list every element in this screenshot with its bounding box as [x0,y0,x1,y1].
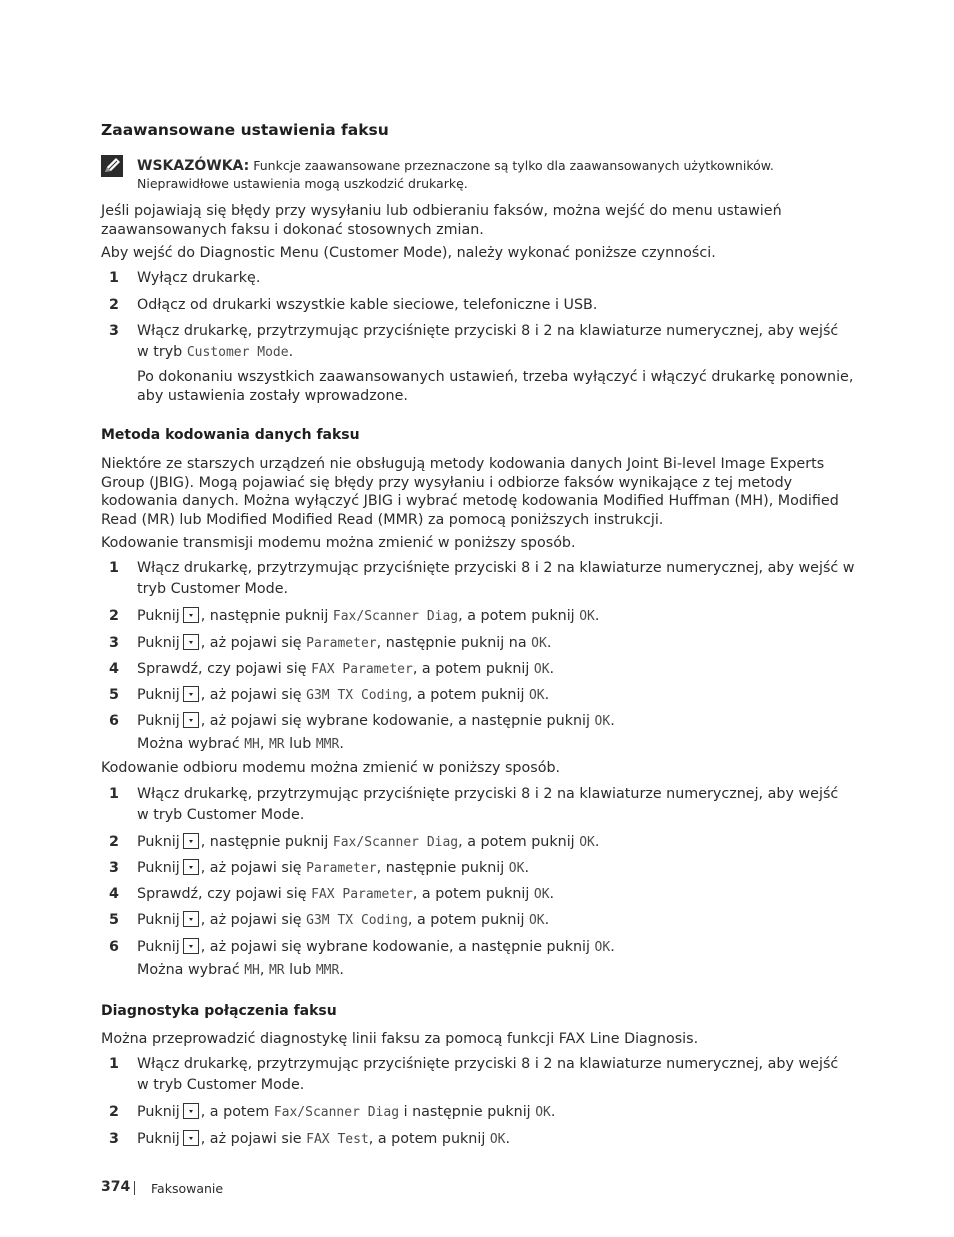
page-number: 374 [101,1179,131,1195]
rx-step-6: Puknij , aż pojawi się wybrane kodowanie, a następnie puknij OK. Można wybrać MH, MR lub MMR. [137,939,615,978]
code-customer-mode: Customer Mode [186,345,289,360]
tx-step-6: Puknij , aż pojawi się wybrane kodowanie, a następnie puknij OK. Można wybrać MH, MR lub MMR. [137,713,615,752]
step-number: 3 [109,860,119,876]
step-number: 6 [109,939,119,955]
step-number: 1 [109,786,119,802]
tx-step-2: Puknij , następnie puknij Fax/Scanner Diag, a potem puknij OK. [137,608,600,624]
down-arrow-key-icon[interactable] [183,1103,199,1119]
step-number: 5 [109,687,119,703]
diag-step-1: Włącz drukarkę, przytrzymując przyciśnięte przyciski 8 i 2 na klawiaturze numerycznej, aby wejść w tryb Customer Mode. [137,1056,839,1093]
section-heading-encoding: Metoda kodowania danych faksu [101,427,360,443]
footer-divider [134,1181,135,1195]
tx-step-4: Sprawdź, czy pojawi się FAX Parameter, a potem puknij OK. [137,661,555,677]
tx-intro: Kodowanie transmisji modemu można zmienić w poniższy sposób. [101,535,576,551]
step-number: 4 [109,661,119,677]
rx-intro: Kodowanie odbioru modemu można zmienić w poniższy sposób. [101,760,561,776]
down-arrow-key-icon[interactable] [183,1130,199,1146]
step-number: 1 [109,270,119,286]
step-number: 3 [109,635,119,651]
step-number: 3 [109,323,119,339]
encoding-paragraph: Niektóre ze starszych urządzeń nie obsługują metody kodowania danych Joint Bi-level Image Experts Group (JBIG). Mogą pojawiać się błędy przy wysyłaniu i odbiorze faksów wynikające z tej metody kodowania danych. Można wyłączyć JBIG i wybrać metodę kodowania Modified Huffman (MH), Modified Read (MR) lub Modified Modified Read (MMR) za pomocą poniższych instrukcji. [101,456,839,528]
step-number: 2 [109,297,119,313]
down-arrow-key-icon[interactable] [183,712,199,728]
tx-step-1: Włącz drukarkę, przytrzymując przyciśnięte przyciski 8 i 2 na klawiaturze numerycznej, aby wejść w tryb Customer Mode. [137,560,855,597]
rx-step-1: Włącz drukarkę, przytrzymując przyciśnięte przyciski 8 i 2 na klawiaturze numerycznej, aby wejść w tryb Customer Mode. [137,786,839,823]
rx-step-2: Puknij , następnie puknij Fax/Scanner Diag, a potem puknij OK. [137,834,600,850]
note-block [137,157,837,192]
step-number: 5 [109,912,119,928]
intro-paragraph-1: Jeśli pojawiają się błędy przy wysyłaniu lub odbieraniu faksów, można wejść do menu ustawień zaawansowanych faksu i dokonać stosownych zmian. [101,203,782,238]
down-arrow-key-icon[interactable] [183,607,199,623]
note-label: WSKAZÓWKA: [137,158,250,174]
intro-step-2: Odłącz od drukarki wszystkie kable sieciowe, telefoniczne i USB. [137,297,598,313]
down-arrow-key-icon[interactable] [183,859,199,875]
intro-paragraph-2: Aby wejść do Diagnostic Menu (Customer Mode), należy wykonać poniższe czynności. [101,245,716,261]
step-number: 6 [109,713,119,729]
down-arrow-key-icon[interactable] [183,938,199,954]
diag-step-2: Puknij , a potem Fax/Scanner Diag i następnie puknij OK. [137,1104,556,1120]
note-line2: Nieprawidłowe ustawienia mogą uszkodzić drukarkę. [137,176,468,191]
note-line1: Funkcje zaawansowane przeznaczone są tylko dla zaawansowanych użytkowników. [253,158,774,173]
footer-section-name: Faksowanie [151,1181,224,1196]
rx-step-4: Sprawdź, czy pojawi się FAX Parameter, a potem puknij OK. [137,886,555,902]
rx-step-5: Puknij , aż pojawi się G3M TX Coding, a potem puknij OK. [137,912,550,928]
down-arrow-key-icon[interactable] [183,911,199,927]
step-number: 2 [109,1104,119,1120]
note-pencil-icon [101,155,123,177]
down-arrow-key-icon[interactable] [183,686,199,702]
diag-step-3: Puknij , aż pojawi sie FAX Test, a potem puknij OK. [137,1131,511,1147]
step-number: 3 [109,1131,119,1147]
step-number: 2 [109,608,119,624]
rx-step-3: Puknij , aż pojawi się Parameter, następnie puknij OK. [137,860,529,876]
diagnostics-paragraph: Można przeprowadzić diagnostykę linii faksu za pomocą funkcji FAX Line Diagnosis. [101,1031,699,1047]
section-heading-diagnostics: Diagnostyka połączenia faksu [101,1003,337,1019]
step-number: 4 [109,886,119,902]
intro-step-3: Włącz drukarkę, przytrzymując przyciśnięte przyciski 8 i 2 na klawiaturze numerycznej, aby wejść w tryb Customer Mode. [137,323,839,360]
step-number: 1 [109,560,119,576]
step-number: 1 [109,1056,119,1072]
down-arrow-key-icon[interactable] [183,634,199,650]
step-number: 2 [109,834,119,850]
tx-step-5: Puknij , aż pojawi się G3M TX Coding, a potem puknij OK. [137,687,550,703]
tx-step-3: Puknij , aż pojawi się Parameter, następnie puknij na OK. [137,635,552,651]
intro-step-1: Wyłącz drukarkę. [137,270,261,286]
intro-step-3-note: Po dokonaniu wszystkich zaawansowanych ustawień, trzeba wyłączyć i włączyć drukarkę ponownie, aby ustawienia zostały wprowadzone. [137,369,854,404]
page-heading: Zaawansowane ustawienia faksu [101,121,389,139]
down-arrow-key-icon[interactable] [183,833,199,849]
